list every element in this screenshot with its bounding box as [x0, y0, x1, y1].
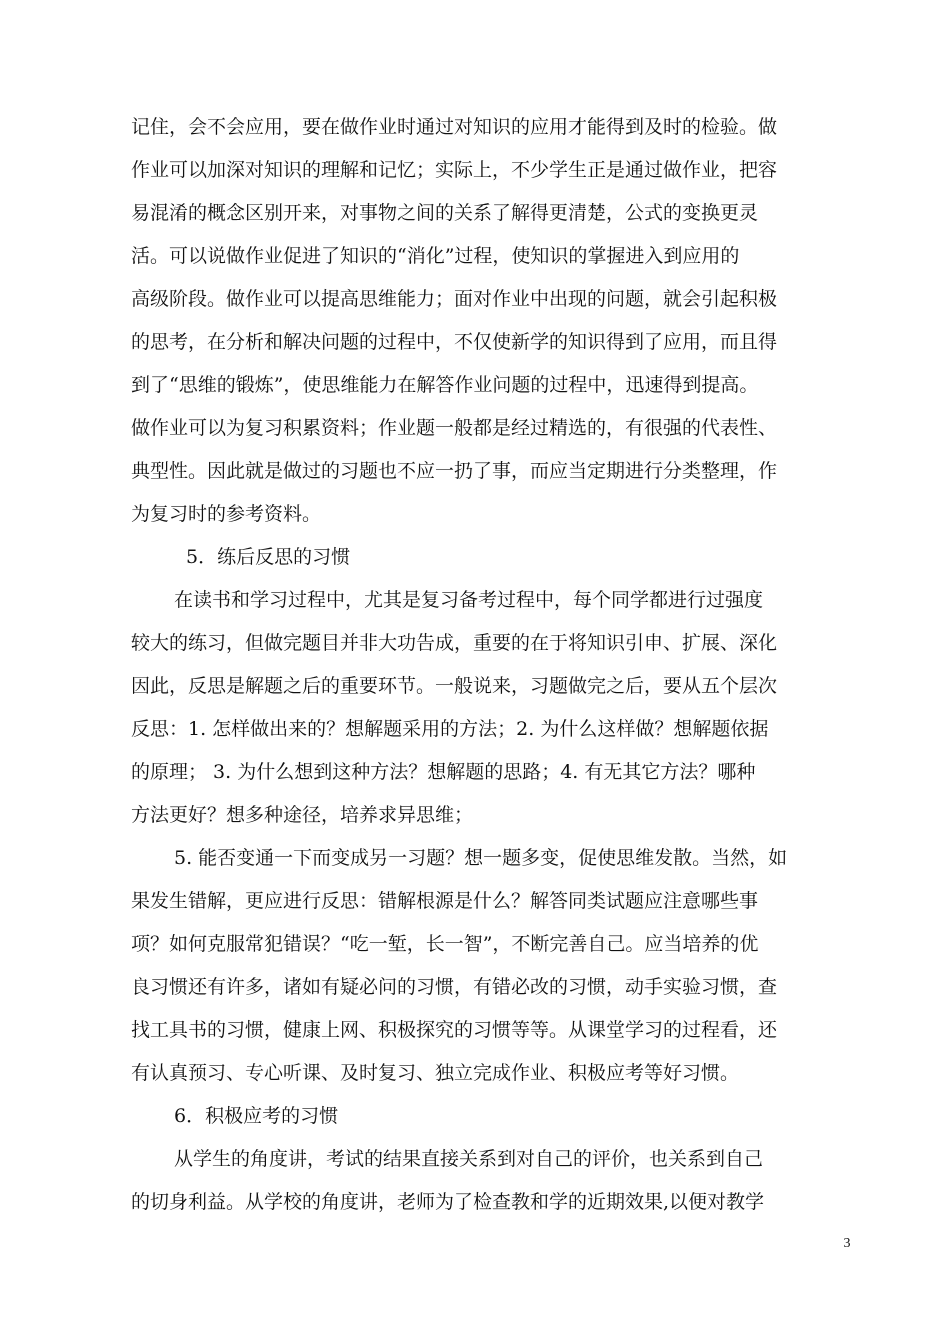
body-line: 良习惯还有许多，诸如有疑必问的习惯，有错必改的习惯，动手实验习惯，查 [131, 976, 778, 998]
body-line: 到了“思维的锻炼”，使思维能力在解答作业问题的过程中，迅速得到提高。 [131, 374, 759, 396]
page-number: 3 [843, 1236, 851, 1251]
body-line: 反思：1. 怎样做出来的？想解题采用的方法；2. 为什么这样做？想解题依据 [131, 718, 769, 740]
body-line: 找工具书的习惯，健康上网、积极探究的习惯等等。从课堂学习的过程看，还 [131, 1019, 778, 1041]
body-line: 为复习时的参考资料。 [131, 503, 322, 525]
body-line: 作业可以加深对知识的理解和记忆；实际上，不少学生正是通过做作业，把容 [131, 159, 778, 181]
body-line: 因此，反思是解题之后的重要环节。一般说来，习题做完之后，要从五个层次 [131, 675, 778, 697]
body-line: 项？如何克服常犯错误？“吃一堑，长一智”，不断完善自己。应当培养的优 [131, 933, 759, 955]
body-line: 较大的练习，但做完题目并非大功告成，重要的在于将知识引申、扩展、深化 [131, 632, 778, 654]
section-heading: 5．练后反思的习惯 [186, 546, 351, 568]
body-line: 方法更好？想多种途径，培养求异思维； [131, 804, 474, 826]
body-line: 5. 能否变通一下而变成另一习题？想一题多变，促使思维发散。当然，如 [174, 847, 788, 869]
section-heading: 6．积极应考的习惯 [174, 1105, 339, 1127]
body-line: 典型性。因此就是做过的习题也不应一扔了事，而应当定期进行分类整理，作 [131, 460, 778, 482]
body-line: 易混淆的概念区别开来，对事物之间的关系了解得更清楚，公式的变换更灵 [131, 202, 759, 224]
body-line: 的原理； 3. 为什么想到这种方法？想解题的思路；4. 有无其它方法？哪种 [131, 761, 756, 783]
body-line: 果发生错解，更应进行反思：错解根源是什么？解答同类试题应注意哪些事 [131, 890, 759, 912]
body-line: 活。可以说做作业促进了知识的“消化”过程，使知识的掌握进入到应用的 [131, 245, 740, 267]
body-line: 的思考，在分析和解决问题的过程中，不仅使新学的知识得到了应用，而且得 [131, 331, 778, 353]
body-line: 在读书和学习过程中，尤其是复习备考过程中，每个同学都进行过强度 [174, 589, 764, 611]
body-line: 的切身利益。从学校的角度讲，老师为了检查教和学的近期效果,以便对教学 [131, 1191, 765, 1213]
body-line: 从学生的角度讲，考试的结果直接关系到对自己的评价，也关系到自己 [174, 1148, 764, 1170]
body-line: 高级阶段。做作业可以提高思维能力；面对作业中出现的问题，就会引起积极 [131, 288, 778, 310]
body-line: 有认真预习、专心听课、及时复习、独立完成作业、积极应考等好习惯。 [131, 1062, 740, 1084]
body-line: 记住，会不会应用，要在做作业时通过对知识的应用才能得到及时的检验。做 [131, 116, 778, 138]
body-line: 做作业可以为复习积累资料；作业题一般都是经过精选的，有很强的代表性、 [131, 417, 778, 439]
